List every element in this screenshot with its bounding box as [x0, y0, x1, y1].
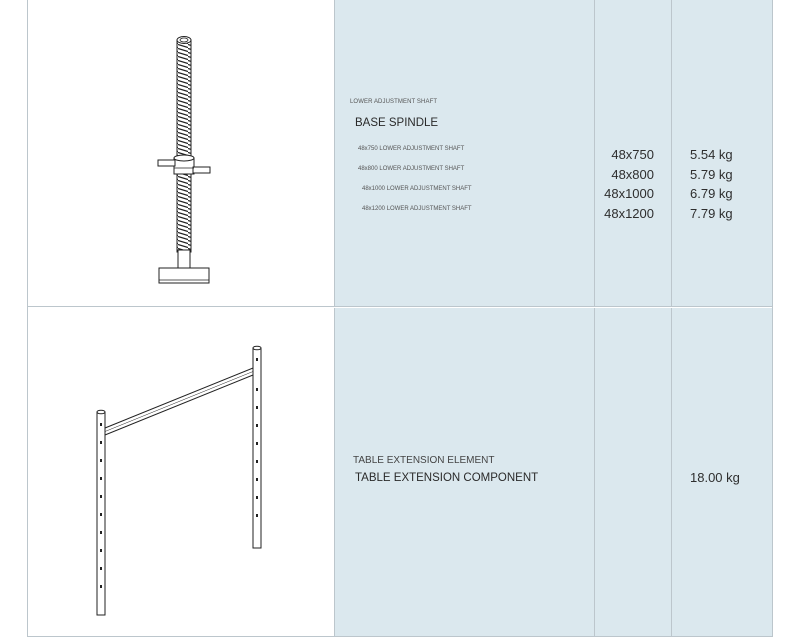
product-weight-cell — [672, 308, 772, 636]
product-sheet — [27, 0, 773, 637]
product-description-cell — [335, 0, 595, 306]
variant-label: 48x1200 LOWER ADJUSTMENT SHAFT — [362, 206, 472, 212]
product-image-cell — [28, 0, 335, 306]
product-weight: 18.00 kg — [690, 470, 740, 485]
size-list — [604, 145, 654, 223]
variant-label: 48x1000 LOWER ADJUSTMENT SHAFT — [362, 186, 472, 192]
variant-size: 48x1200 — [604, 205, 654, 221]
product-description-cell — [335, 308, 595, 636]
variant-label: 48x800 LOWER ADJUSTMENT SHAFT — [358, 166, 465, 172]
variant-list — [358, 145, 472, 225]
product-size-cell — [595, 0, 672, 306]
variant-size: 48x1000 — [604, 186, 654, 201]
product-name: TABLE EXTENSION COMPONENT — [355, 472, 539, 484]
product-row-table-extension — [28, 308, 772, 636]
product-category: LOWER ADJUSTMENT SHAFT — [350, 99, 438, 105]
variant-weight: 7.79 kg — [690, 205, 733, 221]
variant-label: 48x750 LOWER ADJUSTMENT SHAFT — [358, 146, 465, 152]
product-size-cell — [595, 308, 672, 636]
product-name: BASE SPINDLE — [355, 117, 439, 129]
variant-weight: 6.79 kg — [690, 186, 733, 201]
variant-size: 48x750 — [611, 147, 654, 162]
product-weight-cell — [672, 0, 772, 306]
product-row-base-spindle — [28, 0, 772, 307]
weight-list — [690, 145, 733, 223]
variant-weight: 5.79 kg — [690, 166, 733, 182]
product-image-cell — [28, 308, 335, 636]
variant-size: 48x800 — [611, 166, 654, 182]
product-category: TABLE EXTENSION ELEMENT — [353, 455, 495, 466]
table-extension-drawing — [28, 308, 334, 636]
variant-weight: 5.54 kg — [690, 147, 733, 162]
base-spindle-drawing — [28, 0, 334, 307]
